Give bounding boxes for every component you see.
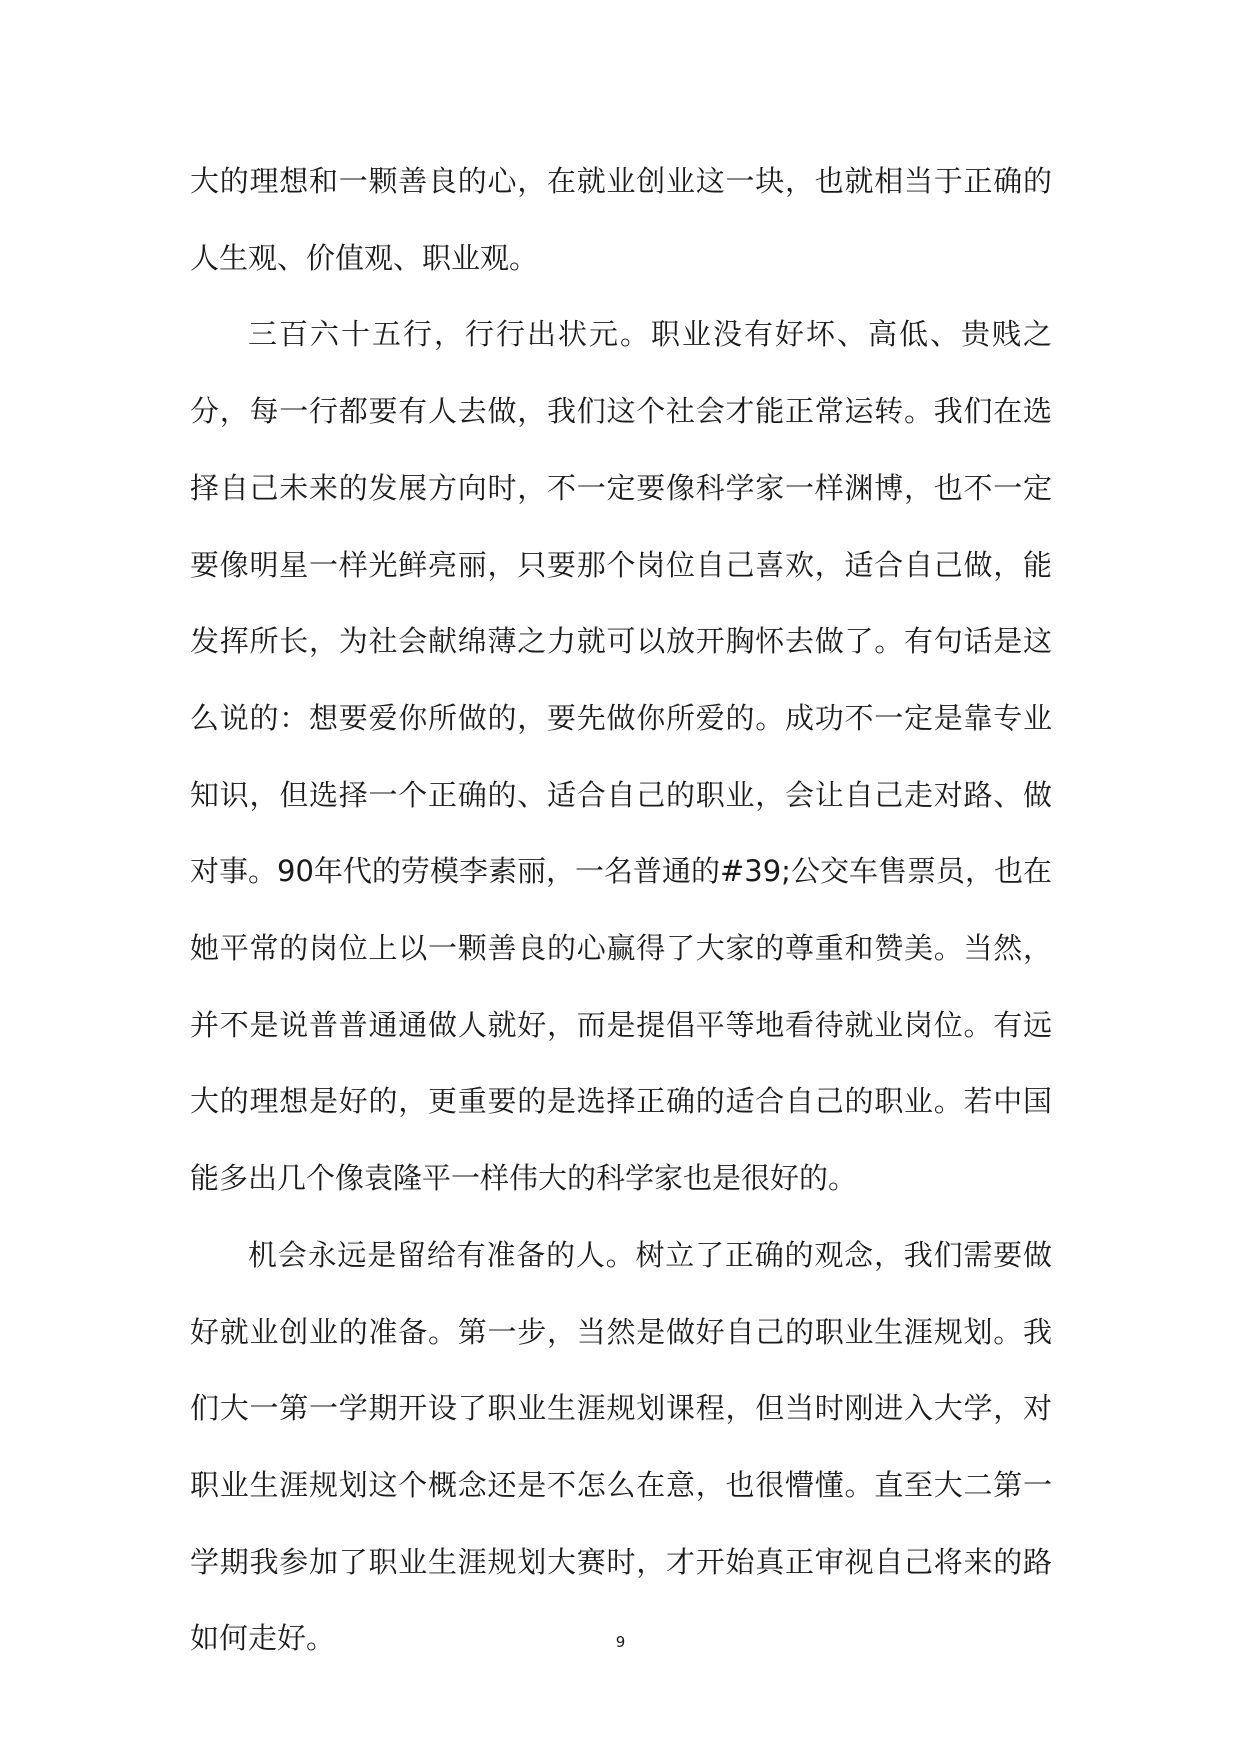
paragraph-2: 三百六十五行，行行出状元。职业没有好坏、高低、贵贱之分，每一行都要有人去做，我们这个社会才能正常运转。我们在选择自己未来的发展方向时，不一定要像科学家一样渊博，也不一定要像明星一样光鲜亮丽，只要那个岗位自己喜欢，适合自己做，能发挥所长，为社会献绵薄之力就可以放开胸怀去做了。有句话是这么说的：想要爱你所做的，要先做你所爱的。成功不一定是靠专业知识，但选择一个正确的、适合自己的职业，会让自己走对路、做对事。90年代的劳模李素丽，一名普通的#39;公交车售票员，也在她平常的岗位上以一颗善良的心赢得了大家的尊重和赞美。当然，并不是说普普通通做人就好，而是提倡平等地看待就业岗位。有远大的理想是好的，更重要的是选择正确的适合自己的职业。若中国能多出几个像袁隆平一样伟大的科学家也是很好的。 xyxy=(190,317,1052,1196)
document-body xyxy=(190,143,1052,1677)
paragraph-3: 机会永远是留给有准备的人。树立了正确的观念，我们需要做好就业创业的准备。第一步，当然是做好自己的职业生涯规划。我们大一第一学期开设了职业生涯规划课程，但当时刚进入大学，对职业生涯规划这个概念还是不怎么在意，也很懵懂。直至大二第一学期我参加了职业生涯规划大赛时，才开始真正审视自己将来的路如何走好。 xyxy=(190,1237,1052,1656)
paragraph-1: 大的理想和一颗善良的心，在就业创业这一块，也就相当于正确的人生观、价值观、职业观。 xyxy=(190,164,1052,275)
page-number: 9 xyxy=(615,1633,626,1651)
